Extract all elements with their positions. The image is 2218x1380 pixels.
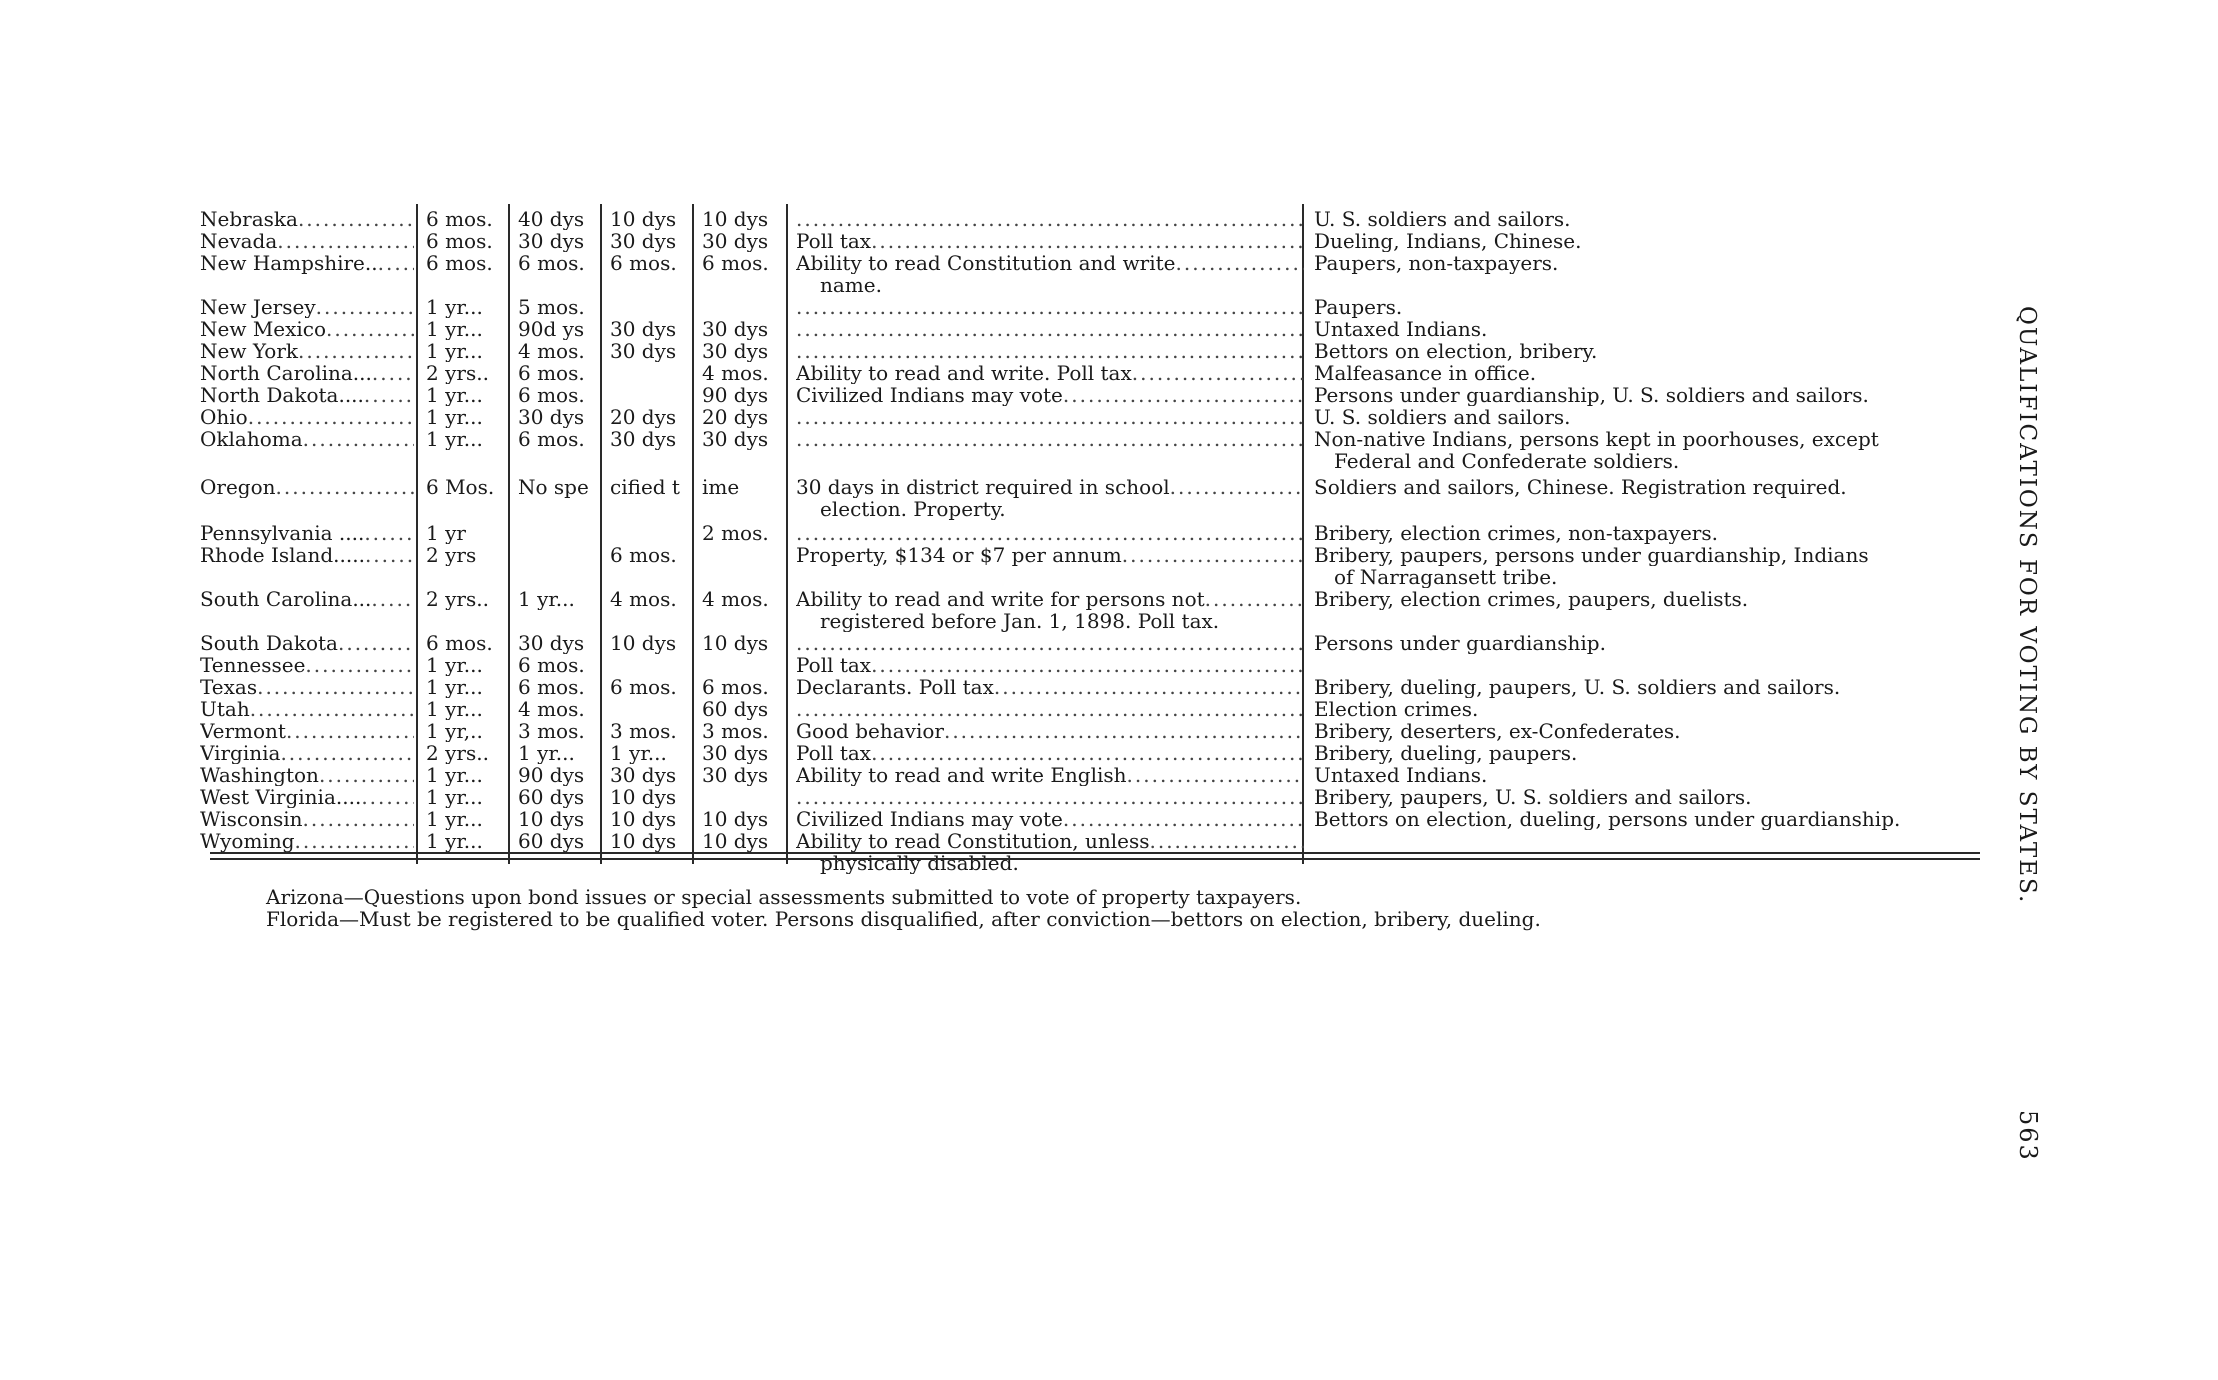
county-residence-cell: 40 dys	[518, 208, 585, 230]
town-residence-cell: 6 mos.	[610, 252, 677, 274]
precinct-residence-cell: 60 dys	[702, 698, 769, 720]
qualification-cell	[796, 786, 1304, 808]
dot-leader	[361, 786, 414, 808]
county-residence-cell: 60 dys	[518, 786, 585, 808]
town-residence-cell: 30 dys	[610, 428, 677, 450]
note-florida: Florida—Must be registered to be qualified voter. Persons disqualified, after conviction—bettors on election, bribery, dueling.	[266, 907, 1541, 931]
qualification-cell	[796, 230, 1304, 252]
precinct-residence-cell: 4 mos.	[702, 588, 769, 610]
state-name-cell	[200, 676, 414, 698]
state-name-text: Virginia	[200, 742, 281, 764]
disqualification-cell: U. S. soldiers and sailors.	[1314, 208, 1571, 230]
dot-leader	[298, 340, 414, 362]
disqualification-cell: Persons under guardianship, U. S. soldiers and sailors.	[1314, 384, 1869, 406]
disqualification-cell: Bribery, paupers, U. S. soldiers and sailors.	[1314, 786, 1752, 808]
disqualification-cell: Bribery, paupers, persons under guardianship, Indians	[1314, 544, 1869, 566]
dot-leader	[796, 208, 1304, 230]
table-row	[196, 318, 1986, 340]
state-name-cell	[200, 362, 414, 384]
state-residence-cell: 6 mos.	[426, 252, 493, 274]
state-name-text: Wisconsin	[200, 808, 303, 830]
qualification-text: 30 days in district required in school	[796, 476, 1170, 498]
dot-leader	[303, 808, 414, 830]
dot-leader	[277, 230, 414, 252]
table-row-continuation	[196, 610, 1986, 632]
town-residence-cell: 6 mos.	[610, 544, 677, 566]
dot-leader	[994, 676, 1304, 698]
qualification-cell	[796, 764, 1304, 786]
disqualification-cell: Bribery, election crimes, paupers, duelists.	[1314, 588, 1749, 610]
precinct-residence-cell: 30 dys	[702, 428, 769, 450]
table-row	[196, 764, 1986, 786]
town-residence-cell: 30 dys	[610, 340, 677, 362]
dot-leader	[871, 230, 1304, 252]
county-residence-cell: 60 dys	[518, 830, 585, 852]
dot-leader	[1170, 476, 1304, 498]
dot-leader	[371, 588, 414, 610]
dot-leader	[319, 764, 414, 786]
table-row-continuation	[196, 852, 1986, 874]
table-row	[196, 362, 1986, 384]
table-row	[196, 742, 1986, 764]
disqualification-cell: Non-native Indians, persons kept in poorhouses, except	[1314, 428, 1879, 450]
dot-leader	[286, 720, 414, 742]
state-residence-cell: 1 yr...	[426, 676, 483, 698]
town-residence-cell: 4 mos.	[610, 588, 677, 610]
county-residence-cell: 30 dys	[518, 406, 585, 428]
precinct-residence-cell: 2 mos.	[702, 522, 769, 544]
state-name-cell	[200, 764, 414, 786]
state-residence-cell: 1 yr...	[426, 296, 483, 318]
qualification-text: Good behavior	[796, 720, 944, 742]
dot-leader	[364, 384, 414, 406]
precinct-residence-cell: 30 dys	[702, 230, 769, 252]
state-name-text: Nebraska	[200, 208, 298, 230]
disqualification-cell: Bettors on election, bribery.	[1314, 340, 1598, 362]
state-residence-cell: 2 yrs	[426, 544, 477, 566]
qualification-text: Ability to read Constitution, unless	[796, 830, 1150, 852]
table-row	[196, 476, 1986, 498]
precinct-residence-cell: 30 dys	[702, 318, 769, 340]
county-residence-cell: 1 yr...	[518, 742, 575, 764]
precinct-residence-cell: 20 dys	[702, 406, 769, 428]
dot-leader	[378, 252, 414, 274]
table-row	[196, 406, 1986, 428]
note-arizona: Arizona—Questions upon bond issues or special assessments submitted to vote of property taxpayers.	[266, 885, 1302, 909]
state-name-text: New York	[200, 340, 298, 362]
precinct-residence-cell: 10 dys	[702, 830, 769, 852]
town-residence-cell: 30 dys	[610, 230, 677, 252]
state-name-cell	[200, 632, 414, 654]
qualification-cell	[796, 340, 1304, 362]
qualification-cell	[796, 676, 1304, 698]
qualification-text: Poll tax	[796, 230, 872, 252]
dot-leader	[944, 720, 1304, 742]
county-residence-cell: 1 yr...	[518, 588, 575, 610]
precinct-residence-cell: 10 dys	[702, 208, 769, 230]
disqualification-cell: Paupers.	[1314, 296, 1403, 318]
state-name-text: Tennessee	[200, 654, 306, 676]
state-name-cell	[200, 544, 414, 566]
county-residence-cell: 6 mos.	[518, 252, 585, 274]
state-name-text: Washington	[200, 764, 319, 786]
precinct-residence-cell: ime	[702, 476, 740, 498]
precinct-residence-cell: 6 mos.	[702, 676, 769, 698]
state-residence-cell: 2 yrs..	[426, 588, 489, 610]
state-name-cell	[200, 786, 414, 808]
dot-leader	[257, 676, 414, 698]
disqualification-cell: Election crimes.	[1314, 698, 1479, 720]
disqualification-cell: U. S. soldiers and sailors.	[1314, 406, 1571, 428]
dot-leader	[364, 522, 414, 544]
qualification-cell	[796, 654, 1304, 676]
precinct-residence-cell: 3 mos.	[702, 720, 769, 742]
state-name-cell	[200, 230, 414, 252]
state-name-cell	[200, 340, 414, 362]
state-name-cell	[200, 588, 414, 610]
state-name-text: Oklahoma	[200, 428, 303, 450]
table-row	[196, 384, 1986, 406]
state-name-cell	[200, 654, 414, 676]
table-row	[196, 698, 1986, 720]
town-residence-cell: 30 dys	[610, 318, 677, 340]
qualification-text: Property, $134 or $7 per annum	[796, 544, 1122, 566]
dot-leader	[796, 318, 1304, 340]
county-residence-cell: 30 dys	[518, 230, 585, 252]
state-residence-cell: 1 yr...	[426, 340, 483, 362]
county-residence-cell: 90d ys	[518, 318, 585, 340]
town-residence-cell: 10 dys	[610, 208, 677, 230]
precinct-residence-cell: 90 dys	[702, 384, 769, 406]
state-name-cell	[200, 522, 414, 544]
qualification-cell	[796, 720, 1304, 742]
county-residence-cell: 5 mos.	[518, 296, 585, 318]
qualification-cell	[796, 318, 1304, 340]
qualification-cell	[796, 384, 1304, 406]
dot-leader	[871, 654, 1304, 676]
county-residence-cell: 4 mos.	[518, 340, 585, 362]
table-row	[196, 522, 1986, 544]
dot-leader	[303, 428, 414, 450]
state-residence-cell: 1 yr	[426, 522, 466, 544]
state-residence-cell: 1 yr...	[426, 406, 483, 428]
state-name-text: New Mexico	[200, 318, 327, 340]
running-title: QUALIFICATIONS FOR VOTING BY STATES.	[2014, 306, 2040, 905]
state-name-text: Utah	[200, 698, 250, 720]
qualification-cell	[796, 522, 1304, 544]
qualification-text: Civilized Indians may vote	[796, 384, 1063, 406]
table-row	[196, 632, 1986, 654]
town-residence-cell: 1 yr...	[610, 742, 667, 764]
table-row	[196, 786, 1986, 808]
dot-leader	[796, 340, 1304, 362]
dot-leader	[1205, 588, 1304, 610]
county-residence-cell: 6 mos.	[518, 676, 585, 698]
county-residence-cell: 6 mos.	[518, 384, 585, 406]
state-name-text: New Jersey	[200, 296, 316, 318]
dot-leader	[796, 522, 1304, 544]
state-name-cell	[200, 296, 414, 318]
state-residence-cell: 2 yrs..	[426, 362, 489, 384]
disqualification-cell: Bribery, election crimes, non-taxpayers.	[1314, 522, 1718, 544]
qualification-continuation: registered before Jan. 1, 1898. Poll tax.	[820, 610, 1220, 632]
state-residence-cell: 1 yr...	[426, 808, 483, 830]
qualification-text: Declarants. Poll tax	[796, 676, 994, 698]
state-residence-cell: 6 mos.	[426, 230, 493, 252]
dot-leader	[295, 830, 414, 852]
state-residence-cell: 1 yr...	[426, 698, 483, 720]
state-residence-cell: 1 yr...	[426, 384, 483, 406]
county-residence-cell: 30 dys	[518, 632, 585, 654]
dot-leader	[796, 632, 1304, 654]
town-residence-cell: 10 dys	[610, 632, 677, 654]
county-residence-cell: 10 dys	[518, 808, 585, 830]
qualification-continuation: name.	[820, 274, 882, 296]
table-row	[196, 544, 1986, 566]
state-name-cell	[200, 830, 414, 852]
state-residence-cell: 1 yr...	[426, 428, 483, 450]
state-residence-cell: 6 Mos.	[426, 476, 495, 498]
table-row	[196, 230, 1986, 252]
qualification-cell	[796, 830, 1304, 852]
precinct-residence-cell: 10 dys	[702, 808, 769, 830]
table-row-continuation	[196, 274, 1986, 296]
state-residence-cell: 1 yr...	[426, 830, 483, 852]
state-name-cell	[200, 476, 414, 498]
state-name-text: West Virginia....	[200, 786, 362, 808]
dot-leader	[1063, 808, 1304, 830]
table-row	[196, 676, 1986, 698]
state-name-text: South Carolina...	[200, 588, 372, 610]
table-row	[196, 296, 1986, 318]
precinct-residence-cell: 30 dys	[702, 340, 769, 362]
precinct-residence-cell: 30 dys	[702, 764, 769, 786]
qualification-cell	[796, 544, 1304, 566]
town-residence-cell: 6 mos.	[610, 676, 677, 698]
table-row	[196, 208, 1986, 230]
state-name-cell	[200, 428, 414, 450]
qualification-text: Ability to read and write for persons not	[796, 588, 1205, 610]
state-residence-cell: 1 yr...	[426, 654, 483, 676]
dot-leader	[796, 428, 1304, 450]
precinct-residence-cell: 30 dys	[702, 742, 769, 764]
state-residence-cell: 6 mos.	[426, 208, 493, 230]
state-name-text: South Dakota	[200, 632, 338, 654]
disqualification-cell: Malfeasance in office.	[1314, 362, 1537, 384]
state-residence-cell: 1 yr,..	[426, 720, 483, 742]
qualification-cell	[796, 362, 1304, 384]
state-name-cell	[200, 808, 414, 830]
qualification-cell	[796, 588, 1304, 610]
qualification-continuation: physically disabled.	[820, 852, 1019, 874]
table-row	[196, 340, 1986, 362]
qualification-text: Poll tax	[796, 654, 872, 676]
qualification-cell	[796, 476, 1304, 498]
dot-leader	[280, 742, 414, 764]
voting-qualifications-table	[196, 200, 1986, 874]
state-name-text: Vermont	[200, 720, 286, 742]
qualification-cell	[796, 208, 1304, 230]
disqualification-cell: Bribery, deserters, ex-Confederates.	[1314, 720, 1681, 742]
state-name-text: Ohio	[200, 406, 248, 428]
state-residence-cell: 1 yr...	[426, 786, 483, 808]
dot-leader	[365, 544, 414, 566]
town-residence-cell: 20 dys	[610, 406, 677, 428]
dot-leader	[276, 476, 414, 498]
dot-leader	[298, 208, 414, 230]
disqualification-cell: Bettors on election, dueling, persons under guardianship.	[1314, 808, 1901, 830]
precinct-residence-cell: 4 mos.	[702, 362, 769, 384]
state-residence-cell: 6 mos.	[426, 632, 493, 654]
disqualification-cell: Untaxed Indians.	[1314, 764, 1488, 786]
qualification-text: Ability to read and write English	[796, 764, 1127, 786]
state-residence-cell: 2 yrs..	[426, 742, 489, 764]
disqualification-cell: Untaxed Indians.	[1314, 318, 1488, 340]
state-name-text: Wyoming	[200, 830, 295, 852]
dot-leader	[1063, 384, 1304, 406]
state-name-text: Rhode Island.....	[200, 544, 365, 566]
state-residence-cell: 1 yr...	[426, 764, 483, 786]
dot-leader	[248, 406, 414, 428]
precinct-residence-cell: 10 dys	[702, 632, 769, 654]
disqualification-cell: Paupers, non-taxpayers.	[1314, 252, 1559, 274]
table-row	[196, 830, 1986, 852]
town-residence-cell: 10 dys	[610, 808, 677, 830]
county-residence-cell: 90 dys	[518, 764, 585, 786]
town-residence-cell: 10 dys	[610, 786, 677, 808]
dot-leader	[796, 296, 1304, 318]
qualification-text: Civilized Indians may vote	[796, 808, 1063, 830]
dot-leader	[305, 654, 414, 676]
table-row-continuation	[196, 498, 1986, 520]
state-name-cell	[200, 252, 414, 274]
disqualification-cell: Dueling, Indians, Chinese.	[1314, 230, 1582, 252]
table-row	[196, 654, 1986, 676]
qualification-cell	[796, 406, 1304, 428]
table-row	[196, 252, 1986, 274]
county-residence-cell: No spe	[518, 476, 589, 498]
state-name-cell	[200, 406, 414, 428]
table-row	[196, 720, 1986, 742]
table-bottom-rule	[210, 852, 1980, 854]
disqualification-cell: Soldiers and sailors, Chinese. Registration required.	[1314, 476, 1847, 498]
town-residence-cell: 3 mos.	[610, 720, 677, 742]
state-name-cell	[200, 384, 414, 406]
county-residence-cell: 3 mos.	[518, 720, 585, 742]
table-row-continuation	[196, 450, 1986, 472]
qualification-cell	[796, 632, 1304, 654]
state-name-cell	[200, 742, 414, 764]
disqualification-cell: Bribery, dueling, paupers, U. S. soldiers and sailors.	[1314, 676, 1841, 698]
state-name-cell	[200, 698, 414, 720]
qualification-cell	[796, 296, 1304, 318]
town-residence-cell: cified t	[610, 476, 680, 498]
disqualification-continuation: of Narragansett tribe.	[1334, 566, 1558, 588]
qualification-cell	[796, 742, 1304, 764]
state-name-cell	[200, 208, 414, 230]
precinct-residence-cell: 6 mos.	[702, 252, 769, 274]
state-name-cell	[200, 720, 414, 742]
table-row	[196, 808, 1986, 830]
state-name-text: Nevada	[200, 230, 278, 252]
state-name-text: North Carolina...	[200, 362, 372, 384]
qualification-text: Ability to read and write. Poll tax	[796, 362, 1132, 384]
dot-leader	[871, 742, 1304, 764]
dot-leader	[796, 786, 1304, 808]
dot-leader	[1122, 544, 1304, 566]
table-bottom-rule	[210, 858, 1980, 860]
state-name-text: Oregon	[200, 476, 276, 498]
qualification-text: Ability to read Constitution and write	[796, 252, 1176, 274]
state-name-text: Pennsylvania ....	[200, 522, 365, 544]
dot-leader	[796, 698, 1304, 720]
qualification-cell	[796, 252, 1304, 274]
state-name-text: New Hampshire..	[200, 252, 378, 274]
town-residence-cell: 10 dys	[610, 830, 677, 852]
qualification-cell	[796, 698, 1304, 720]
dot-leader	[1127, 764, 1304, 786]
qualification-cell	[796, 808, 1304, 830]
dot-leader	[250, 698, 414, 720]
dot-leader	[796, 406, 1304, 428]
county-residence-cell: 4 mos.	[518, 698, 585, 720]
dot-leader	[1132, 362, 1304, 384]
table-row-continuation	[196, 566, 1986, 588]
disqualification-cell: Bribery, dueling, paupers.	[1314, 742, 1578, 764]
qualification-continuation: election. Property.	[820, 498, 1006, 520]
state-name-text: North Dakota....	[200, 384, 364, 406]
state-name-cell	[200, 318, 414, 340]
county-residence-cell: 6 mos.	[518, 362, 585, 384]
dot-leader	[1176, 252, 1304, 274]
county-residence-cell: 6 mos.	[518, 428, 585, 450]
disqualification-continuation: Federal and Confederate soldiers.	[1334, 450, 1680, 472]
table-row	[196, 588, 1986, 610]
table-row	[196, 428, 1986, 450]
qualification-cell	[796, 428, 1304, 450]
dot-leader	[316, 296, 414, 318]
dot-leader	[1149, 830, 1304, 852]
town-residence-cell: 30 dys	[610, 764, 677, 786]
page-number: 563	[2014, 1110, 2042, 1162]
state-residence-cell: 1 yr...	[426, 318, 483, 340]
county-residence-cell: 6 mos.	[518, 654, 585, 676]
dot-leader	[338, 632, 414, 654]
state-name-text: Texas	[200, 676, 258, 698]
qualification-text: Poll tax	[796, 742, 872, 764]
dot-leader	[372, 362, 414, 384]
disqualification-cell: Persons under guardianship.	[1314, 632, 1606, 654]
dot-leader	[326, 318, 414, 340]
